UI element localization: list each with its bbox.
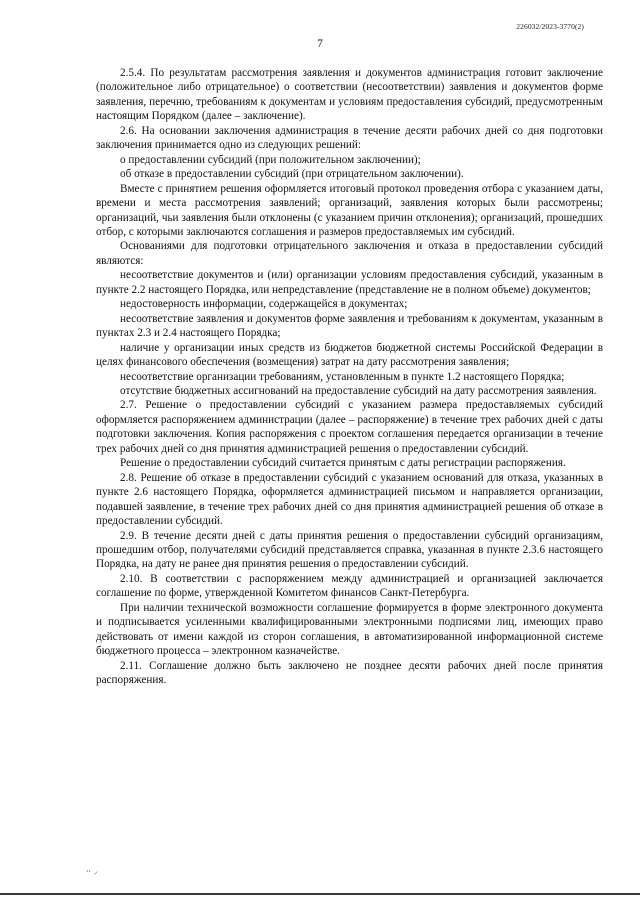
paragraph-decision-grant: о предоставлении субсидий (при положительном заключении);	[120, 153, 421, 166]
paragraph-2-8: 2.8. Решение об отказе в предоставлении субсидий с указанием оснований для отказа, указанных в пункте 2.6 настоящего Порядка, оформляется администрацией письмом и направляется организации, подавшей заявление, в течение трех рабочих дней со дня принятия администрацией решения об отказе в предоставлении субсидий.	[96, 471, 603, 528]
paragraph-2-6: 2.6. На основании заключения администрация в течение десяти рабочих дней со дня подготовки заключения принимается одно из следующих решений:	[96, 124, 603, 152]
paragraph-ground-form-mismatch: несоответствие заявления и документов форме заявления и требованиям к документам, указанным в пунктах 2.3 и 2.4 настоящего Порядка;	[96, 312, 603, 340]
paragraph-2-10: 2.10. В соответствии с распоряжением между администрацией и организацией заключается соглашение по форме, утвержденной Комитетом финансов Санкт-Петербурга.	[96, 572, 603, 600]
paragraph-refusal-grounds-intro: Основаниями для подготовки отрицательного заключения и отказа в предоставлении субсидий являются:	[96, 240, 603, 267]
paragraph-2-9: 2.9. В течение десяти дней с даты принятия решения о предоставлении субсидий организациям, прошедшим отбор, получателями субсидий представляется справка, указанная в пункте 2.3.6 настоящего Порядка, на дату не ранее дня принятия решения о предоставлении субсидий.	[96, 529, 603, 571]
paragraph-decision-date: Решение о предоставлении субсидий считается принятым с даты регистрации распоряжения.	[120, 457, 566, 470]
paragraph-2-11: 2.11. Соглашение должно быть заключено не позднее десяти рабочих дней после принятия распоряжения.	[96, 659, 603, 687]
paragraph-2-5-4: 2.5.4. По результатам рассмотрения заявления и документов администрация готовит заключение (положительное либо отрицательное) о соответствии (несоответствии) заявления и документов форме заявления, перечню, требованиям к документам и условиям предоставления субсидий, предусмотренным настоящим Порядком (далее – заключение).	[96, 67, 603, 123]
document-registration-number: 226032/2023-3770(2)	[516, 22, 584, 31]
paragraph-ground-requirements: несоответствие организации требованиям, установленным в пункте 1.2 настоящего Порядка;	[120, 370, 565, 383]
paragraph-ground-other-funds: наличие у организации иных средств из бюджетов бюджетной системы Российской Федерации в целях финансового обеспечения (возмещения) затрат на дату рассмотрения заявления;	[96, 341, 603, 369]
scan-noise-mark: ⸱⸱ ⸝	[86, 867, 99, 877]
paragraph-ground-nonconformity: несоответствие документов и (или) организации условиям предоставления субсидий, указанным в пункте 2.2 настоящего Порядка, или непредставление (представление не в полном объеме) документов;	[96, 269, 603, 296]
paragraph-2-7: 2.7. Решение о предоставлении субсидий с указанием размера предоставляемых субсидий оформляется распоряжением администрации (далее – распоряжение) в течение трех рабочих дней с даты подготовки заключения. Копия распоряжения с проектом соглашения передается организации в течение трех рабочих дней со дня принятия администрацией решения о предоставлении субсидий.	[96, 399, 603, 455]
scan-bottom-edge-line	[0, 893, 640, 895]
paragraph-ground-no-budget: отсутствие бюджетных ассигнований на предоставление субсидий на дату рассмотрения заявления.	[120, 384, 597, 397]
document-body	[96, 66, 603, 687]
paragraph-decision-refuse: об отказе в предоставлении субсидий (при отрицательном заключении).	[120, 168, 464, 181]
paragraph-ground-false-info: недостоверность информации, содержащейся в документах;	[120, 298, 408, 311]
page-number: 7	[317, 38, 323, 50]
paragraph-electronic-agreement: При наличии технической возможности соглашение формируется в форме электронного документа и подписывается усиленными квалифицированными электронными подписями лиц, имеющих право действовать от имени каждой из сторон соглашения, в автоматизированной информационной системе бюджетного процесса – электронном казначействе.	[96, 601, 603, 658]
paragraph-protocol: Вместе с принятием решения оформляется итоговый протокол проведения отбора с указанием даты, времени и места рассмотрения заявлений; организаций, заявления которых были рассмотрены; организаций, чьи заявления были отклонены (с указанием причин отклонения); организаций, прошедших отбор, с которыми заключаются соглашения и размеров предоставляемых им субсидий.	[96, 182, 603, 238]
